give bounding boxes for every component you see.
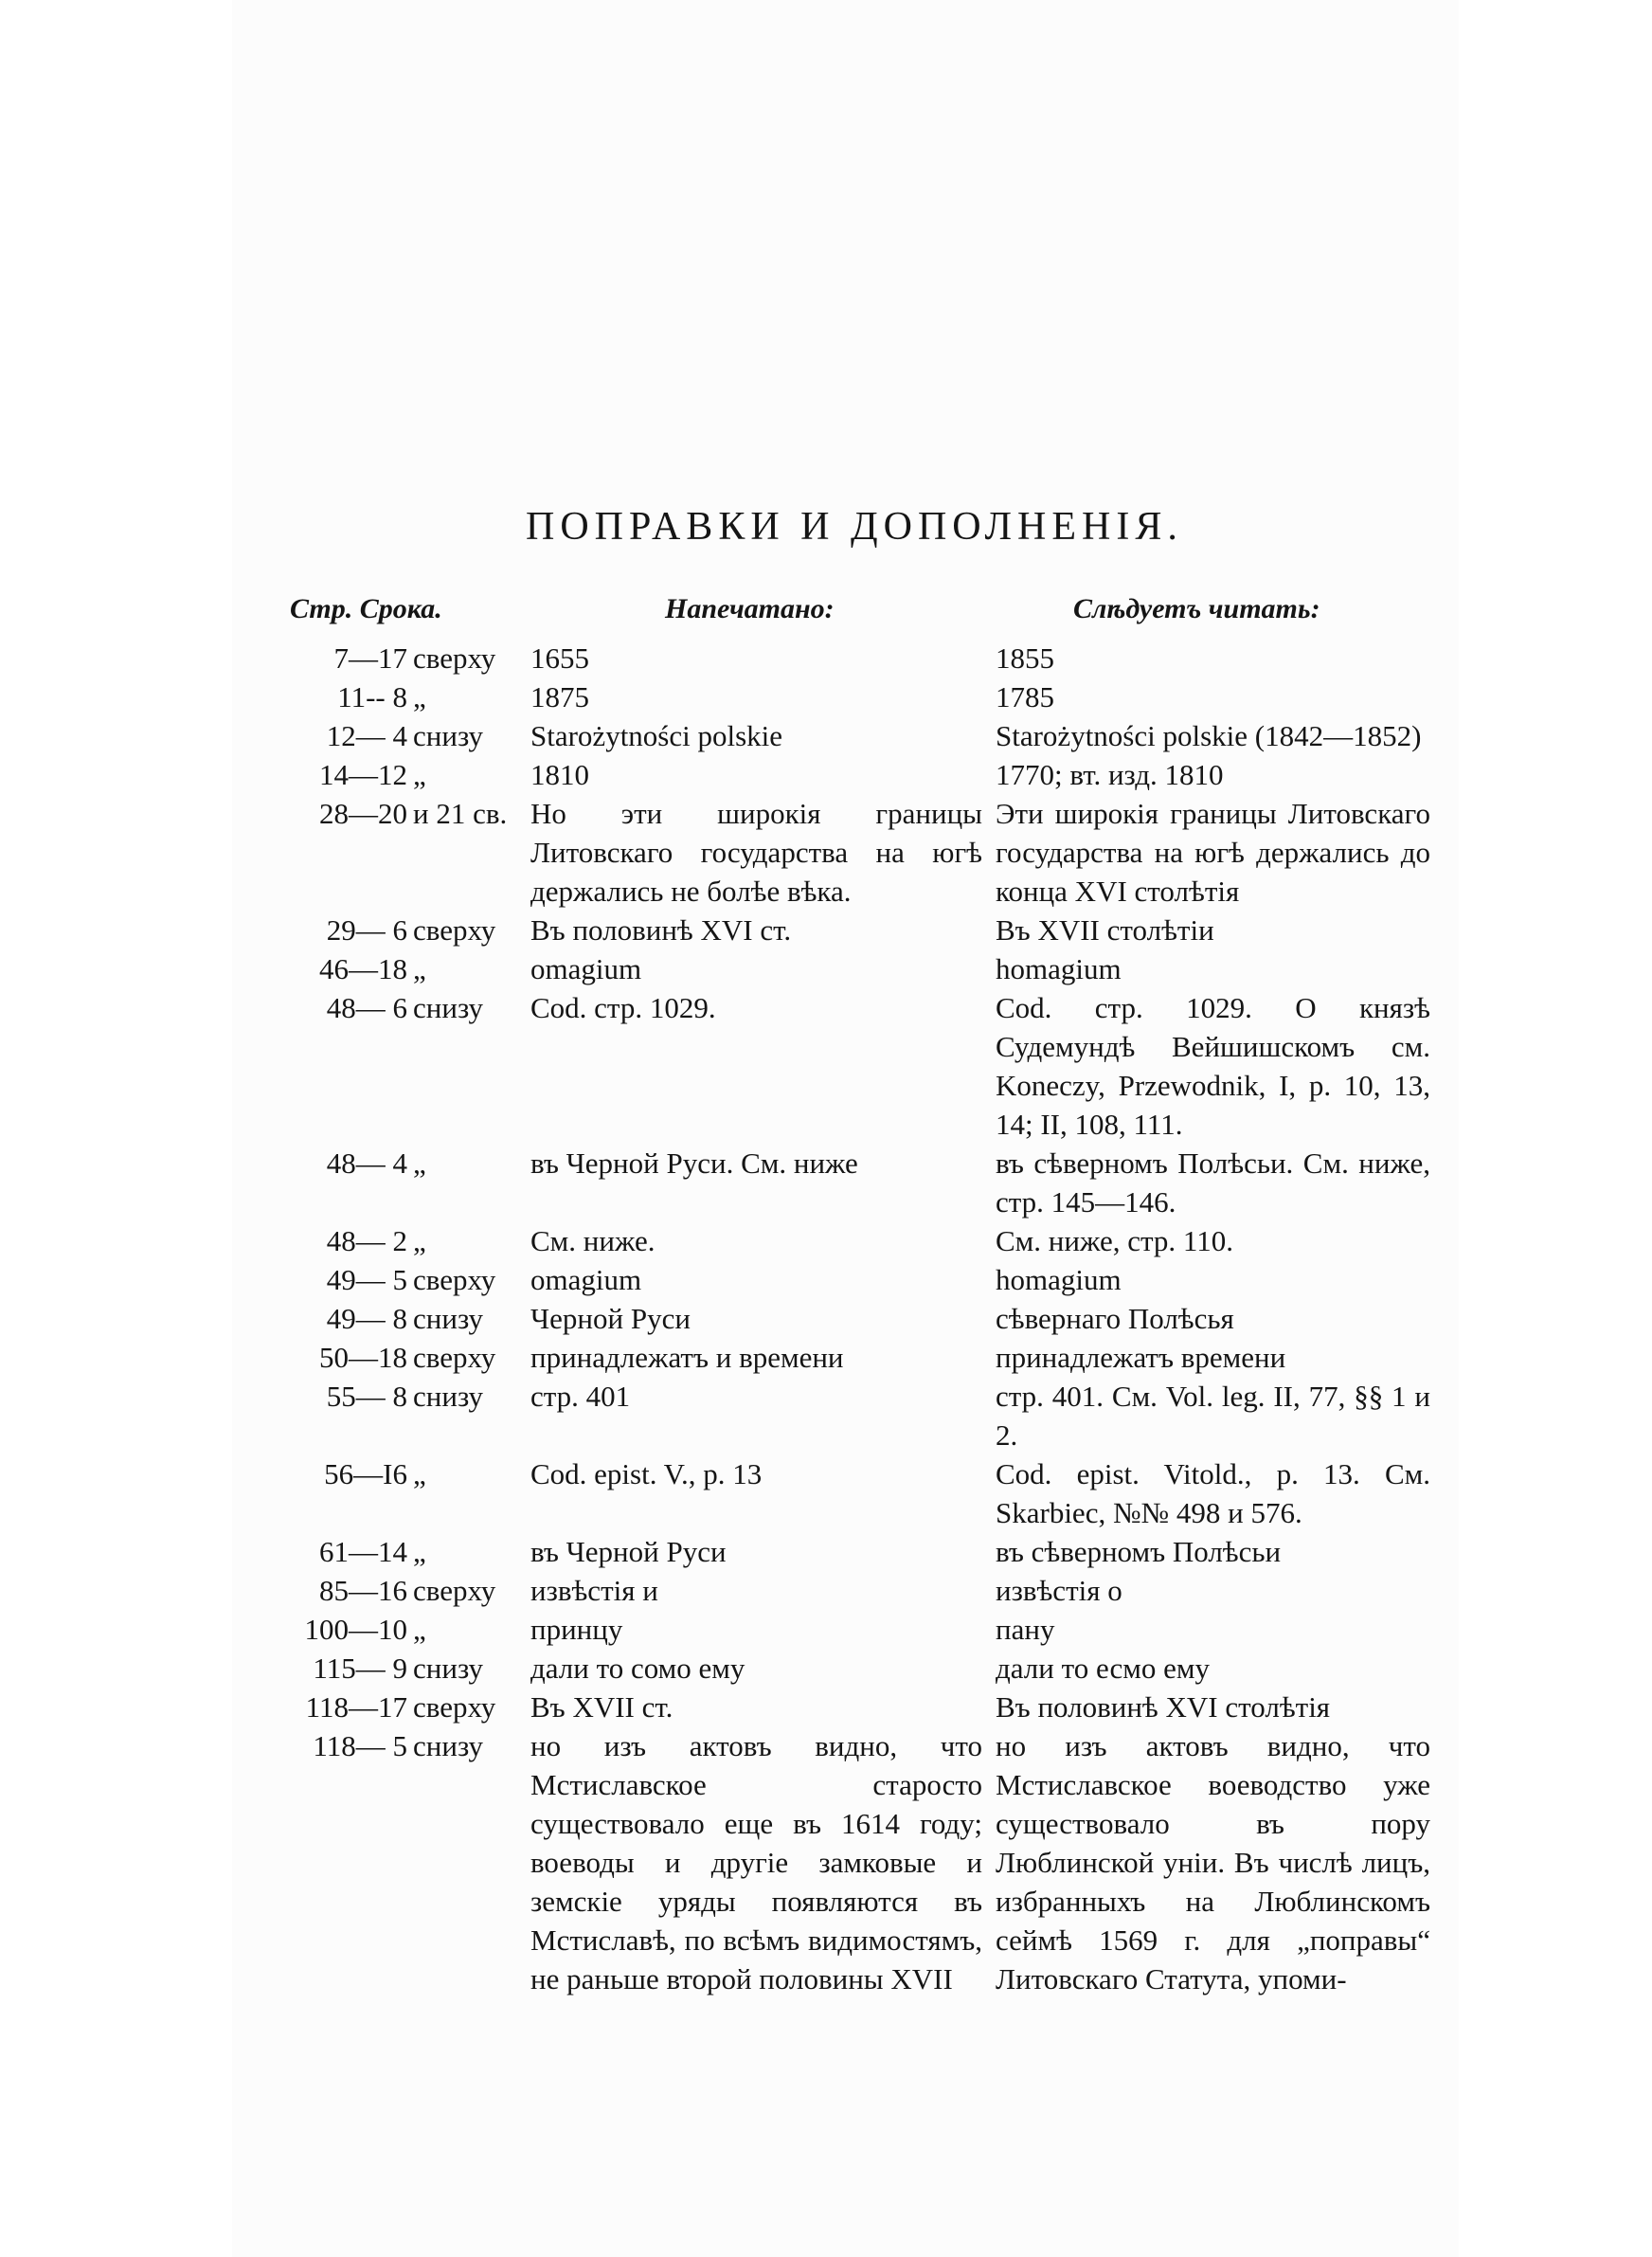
page-line-number: 12— 4: [326, 719, 407, 752]
page-line-cell: [282, 1377, 530, 1454]
page-line-cell: [282, 1726, 530, 1998]
page-line-cell: [282, 1610, 530, 1649]
page-line-cell: [282, 639, 530, 677]
page-line-number: 11-- 8: [337, 680, 407, 713]
printed-text: принцу: [530, 1613, 623, 1646]
correct-text: въ сѣверномъ Полѣсьи: [996, 1535, 1282, 1568]
page-title: ПОПРАВКИ И ДОПОЛНЕНІЯ.: [526, 505, 1183, 549]
page-line-number: 50—18: [319, 1341, 407, 1374]
line-direction: „: [413, 1535, 426, 1568]
correct-text: дали то есмо ему: [996, 1652, 1211, 1685]
correct-text: 1785: [996, 680, 1054, 713]
line-direction: сверху: [413, 1263, 496, 1296]
page-line-cell: [282, 1144, 530, 1221]
printed-text: Cod. epist. V., p. 13: [530, 1457, 763, 1490]
printed-text: Но эти широкія границы Литовскаго государства на югѣ держались не болѣе вѣка.: [530, 797, 982, 908]
printed-text: omagium: [530, 952, 642, 985]
line-direction: сверху: [413, 1574, 496, 1607]
page-line-cell: [282, 1649, 530, 1688]
header-printed: Напечатано:: [665, 593, 835, 624]
correct-text: но изъ актовъ видно, что Мстиславское воеводство уже существовало въ пору Люблинской уніи. Въ числѣ лицъ, избранныхъ на Люблинскомъ сеймѣ 1569 г. для „поправы“ Литовскаго Статута, упоми-: [996, 1729, 1430, 1995]
printed-text: дали то сомо ему: [530, 1652, 745, 1685]
line-direction: „: [413, 1613, 426, 1646]
printed-text: 1810: [530, 758, 589, 791]
page-line-cell: [282, 911, 530, 949]
page-line-cell: [282, 1260, 530, 1299]
page-line-cell: [282, 1688, 530, 1726]
correct-text: пану: [996, 1613, 1055, 1646]
page-line-cell: [282, 794, 530, 911]
page-line-number: 48— 2: [326, 1224, 407, 1257]
printed-text: въ Черной Руси: [530, 1535, 727, 1568]
correct-text: стр. 401. См. Vol. leg. II, 77, §§ 1 и 2.: [996, 1380, 1430, 1452]
corrections-table: [282, 639, 1430, 1998]
line-direction: и 21 св.: [413, 797, 508, 830]
printed-text: Въ XVII ст.: [530, 1690, 673, 1724]
line-direction: „: [413, 952, 426, 985]
line-direction: снизу: [413, 1729, 484, 1762]
line-direction: снизу: [413, 1652, 484, 1685]
correction-row: [282, 988, 1430, 1144]
correction-row: [282, 1454, 1430, 1532]
correct-text: homagium: [996, 952, 1122, 985]
correction-row: [282, 1144, 1430, 1221]
correction-row: [282, 911, 1430, 949]
line-direction: „: [413, 1457, 426, 1490]
correction-row: [282, 1299, 1430, 1338]
printed-text: 1875: [530, 680, 589, 713]
page-line-number: 48— 6: [326, 991, 407, 1024]
line-direction: „: [413, 1147, 426, 1180]
correction-row: [282, 1688, 1430, 1726]
page-line-number: 7—17: [333, 641, 407, 675]
page-line-number: 118—17: [305, 1690, 407, 1724]
printed-text: Черной Руси: [530, 1302, 691, 1335]
page-line-number: 85—16: [319, 1574, 407, 1607]
page-line-number: 49— 5: [326, 1263, 407, 1296]
page-line-cell: [282, 1299, 530, 1338]
correction-row: [282, 1610, 1430, 1649]
line-direction: „: [413, 1224, 426, 1257]
correct-text: Cod. epist. Vitold., p. 13. См. Skarbiec, №№ 498 и 576.: [996, 1457, 1430, 1529]
line-direction: сверху: [413, 1690, 496, 1724]
page-line-cell: [282, 1221, 530, 1260]
printed-text: Starożytności polskie: [530, 719, 783, 752]
correct-text: Эти широкія границы Литовскаго государства на югѣ держались до конца XVI столѣтія: [996, 797, 1430, 908]
page-line-number: 100—10: [304, 1613, 407, 1646]
line-direction: сверху: [413, 641, 496, 675]
page-line-cell: [282, 716, 530, 755]
printed-text: но изъ актовъ видно, что Мстиславское старосто существовало еще въ 1614 году; воеводы и другіе замковые и земскіе уряды появляются въ Мстиславѣ, по всѣмъ видимостямъ, не раньше второй половины XVII: [530, 1729, 982, 1995]
printed-text: См. ниже.: [530, 1224, 655, 1257]
line-direction: снизу: [413, 1380, 484, 1413]
correct-text: Въ XVII столѣтіи: [996, 913, 1214, 947]
page-line-cell: [282, 677, 530, 716]
page-line-number: 29— 6: [326, 913, 407, 947]
page-line-number: 49— 8: [326, 1302, 407, 1335]
line-direction: снизу: [413, 991, 484, 1024]
correction-row: [282, 716, 1430, 755]
printed-text: Въ половинѣ XVI ст.: [530, 913, 792, 947]
correction-row: [282, 639, 1430, 677]
page-line-cell: [282, 1338, 530, 1377]
correction-row: [282, 1338, 1430, 1377]
page-line-number: 56—I6: [324, 1457, 407, 1490]
page-line-number: 61—14: [319, 1535, 407, 1568]
page-line-cell: [282, 949, 530, 988]
printed-text: извѣстія и: [530, 1574, 658, 1607]
page-line-cell: [282, 755, 530, 794]
page-line-number: 14—12: [319, 758, 407, 791]
line-direction: снизу: [413, 719, 484, 752]
printed-text: Cod. стр. 1029.: [530, 991, 716, 1024]
correction-row: [282, 677, 1430, 716]
correction-row: [282, 1726, 1430, 1998]
correction-row: [282, 1221, 1430, 1260]
correct-text: принадлежатъ времени: [996, 1341, 1286, 1374]
page-line-cell: [282, 988, 530, 1144]
correct-text: 1855: [996, 641, 1054, 675]
printed-text: 1655: [530, 641, 589, 675]
page-line-number: 115— 9: [313, 1652, 407, 1685]
correct-text: Cod. стр. 1029. О князѣ Судемундѣ Вейшишскомъ см. Koneczy, Przewodnik, I, p. 10, 13, 14; II, 108, 111.: [996, 991, 1430, 1141]
correct-text: сѣвернаго Полѣсья: [996, 1302, 1234, 1335]
correct-text: въ сѣверномъ Полѣсьи. См. ниже, стр. 145—146.: [996, 1147, 1430, 1219]
printed-text: стр. 401: [530, 1380, 631, 1413]
correct-text: 1770; вт. изд. 1810: [996, 758, 1224, 791]
correction-row: [282, 755, 1430, 794]
line-direction: „: [413, 680, 426, 713]
page-line-cell: [282, 1532, 530, 1571]
page-line-cell: [282, 1571, 530, 1610]
line-direction: сверху: [413, 913, 496, 947]
page-line-number: 28—20: [319, 797, 407, 830]
correction-row: [282, 794, 1430, 911]
correction-row: [282, 1377, 1430, 1454]
page-line-number: 46—18: [319, 952, 407, 985]
correction-row: [282, 1532, 1430, 1571]
correction-row: [282, 1571, 1430, 1610]
page-line-number: 118— 5: [313, 1729, 407, 1762]
line-direction: сверху: [413, 1341, 496, 1374]
correct-text: извѣстія о: [996, 1574, 1122, 1607]
correction-row: [282, 949, 1430, 988]
page-line-cell: [282, 1454, 530, 1532]
printed-text: omagium: [530, 1263, 642, 1296]
correct-text: См. ниже, стр. 110.: [996, 1224, 1234, 1257]
line-direction: „: [413, 758, 426, 791]
page-line-number: 55— 8: [326, 1380, 407, 1413]
header-read: Слѣдуетъ читать:: [1073, 593, 1320, 624]
correct-text: Starożytności polskie (1842—1852): [996, 719, 1422, 752]
printed-text: принадлежатъ и времени: [530, 1341, 844, 1374]
correct-text: homagium: [996, 1263, 1122, 1296]
printed-text: въ Черной Руси. См. ниже: [530, 1147, 858, 1180]
header-page-line: Стр. Срока.: [290, 593, 442, 624]
correction-row: [282, 1260, 1430, 1299]
page-line-number: 48— 4: [326, 1147, 407, 1180]
correction-row: [282, 1649, 1430, 1688]
correct-text: Въ половинѣ XVI столѣтія: [996, 1690, 1331, 1724]
line-direction: снизу: [413, 1302, 484, 1335]
